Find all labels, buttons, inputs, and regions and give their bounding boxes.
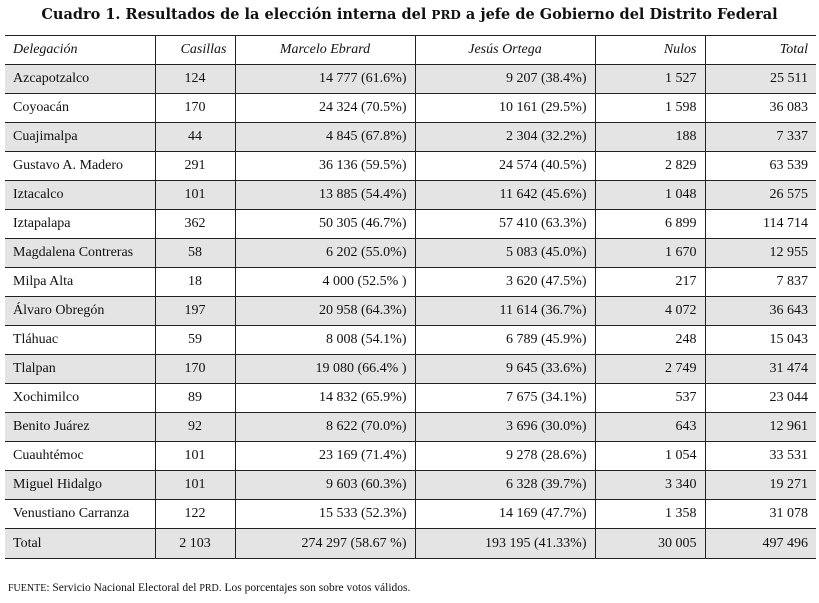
cell-ortega: 14 169 (47.7%): [415, 500, 595, 529]
cell-total: 31 474: [705, 355, 816, 384]
table-row: [5, 239, 816, 268]
cell-total: 7 337: [705, 123, 816, 152]
table-row: [5, 181, 816, 210]
cell-delegacion: Xochimilco: [5, 384, 155, 413]
cell-delegacion: Venustiano Carranza: [5, 500, 155, 529]
cell-ebrard: 9 603 (60.3%): [235, 471, 415, 500]
caption-party: PRD: [431, 8, 461, 22]
cell-nulos: 3 340: [595, 471, 705, 500]
cell-total: 114 714: [705, 210, 816, 239]
cell-ebrard: 23 169 (71.4%): [235, 442, 415, 471]
cell-total: 36 643: [705, 297, 816, 326]
total-ortega: 193 195 (41.33%): [415, 529, 595, 559]
cell-nulos: 1 670: [595, 239, 705, 268]
table-row: [5, 152, 816, 181]
cell-delegacion: Benito Juárez: [5, 413, 155, 442]
cell-ortega: 2 304 (32.2%): [415, 123, 595, 152]
cell-ebrard: 24 324 (70.5%): [235, 94, 415, 123]
cell-total: 12 955: [705, 239, 816, 268]
cell-casillas: 58: [155, 239, 235, 268]
cell-nulos: 217: [595, 268, 705, 297]
footnote-rest: . Los porcentajes son sobre votos válidos.: [218, 582, 411, 594]
cell-ortega: 9 645 (33.6%): [415, 355, 595, 384]
cell-ebrard: 4 000 (52.5% ): [235, 268, 415, 297]
cell-casillas: 92: [155, 413, 235, 442]
cell-ortega: 11 614 (36.7%): [415, 297, 595, 326]
cell-casillas: 197: [155, 297, 235, 326]
header-delegacion: Delegación: [5, 36, 155, 65]
results-table: [5, 35, 816, 559]
header-casillas: Casillas: [155, 36, 235, 65]
cell-nulos: 248: [595, 326, 705, 355]
cell-ebrard: 14 777 (61.6%): [235, 65, 415, 94]
total-nulos: 30 005: [595, 529, 705, 559]
table-row: [5, 268, 816, 297]
cell-delegacion: Iztacalco: [5, 181, 155, 210]
cell-ebrard: 4 845 (67.8%): [235, 123, 415, 152]
table-row: [5, 94, 816, 123]
cell-ortega: 7 675 (34.1%): [415, 384, 595, 413]
cell-casillas: 122: [155, 500, 235, 529]
cell-delegacion: Gustavo A. Madero: [5, 152, 155, 181]
cell-total: 15 043: [705, 326, 816, 355]
cell-nulos: 1 358: [595, 500, 705, 529]
cell-ebrard: 36 136 (59.5%): [235, 152, 415, 181]
total-row: [5, 529, 816, 559]
cell-total: 12 961: [705, 413, 816, 442]
cell-total: 25 511: [705, 65, 816, 94]
table-row: [5, 442, 816, 471]
cell-ebrard: 8 622 (70.0%): [235, 413, 415, 442]
table-row: [5, 355, 816, 384]
cell-nulos: 537: [595, 384, 705, 413]
cell-nulos: 1 598: [595, 94, 705, 123]
cell-ortega: 9 278 (28.6%): [415, 442, 595, 471]
table-body: [5, 65, 816, 529]
cell-total: 36 083: [705, 94, 816, 123]
cell-ebrard: 13 885 (54.4%): [235, 181, 415, 210]
cell-delegacion: Tláhuac: [5, 326, 155, 355]
cell-casillas: 59: [155, 326, 235, 355]
cell-casillas: 89: [155, 384, 235, 413]
table-row: [5, 65, 816, 94]
table-row: [5, 384, 816, 413]
cell-casillas: 44: [155, 123, 235, 152]
cell-casillas: 291: [155, 152, 235, 181]
header-ortega: Jesús Ortega: [415, 36, 595, 65]
table-row: [5, 413, 816, 442]
cell-ortega: 10 161 (29.5%): [415, 94, 595, 123]
table-row: [5, 123, 816, 152]
table-row: [5, 297, 816, 326]
cell-delegacion: Miguel Hidalgo: [5, 471, 155, 500]
cell-ortega: 3 696 (30.0%): [415, 413, 595, 442]
cell-total: 7 837: [705, 268, 816, 297]
total-total: 497 496: [705, 529, 816, 559]
source-footnote: [8, 582, 410, 594]
table-row: [5, 471, 816, 500]
cell-ortega: 5 083 (45.0%): [415, 239, 595, 268]
table-row: [5, 326, 816, 355]
footnote-label: FUENTE: [8, 583, 47, 594]
cell-ortega: 24 574 (40.5%): [415, 152, 595, 181]
cell-ortega: 6 789 (45.9%): [415, 326, 595, 355]
cell-casillas: 124: [155, 65, 235, 94]
header-nulos: Nulos: [595, 36, 705, 65]
total-casillas: 2 103: [155, 529, 235, 559]
cell-total: 33 531: [705, 442, 816, 471]
cell-delegacion: Azcapotzalco: [5, 65, 155, 94]
cell-casillas: 101: [155, 471, 235, 500]
cell-total: 26 575: [705, 181, 816, 210]
cell-delegacion: Iztapalapa: [5, 210, 155, 239]
cell-total: 19 271: [705, 471, 816, 500]
cell-nulos: 2 829: [595, 152, 705, 181]
cell-total: 23 044: [705, 384, 816, 413]
cell-nulos: 1 054: [595, 442, 705, 471]
footnote-party: PRD: [199, 583, 219, 594]
cell-ebrard: 19 080 (66.4% ): [235, 355, 415, 384]
cell-nulos: 643: [595, 413, 705, 442]
header-total: Total: [705, 36, 816, 65]
cell-ebrard: 8 008 (54.1%): [235, 326, 415, 355]
cell-ebrard: 15 533 (52.3%): [235, 500, 415, 529]
cell-delegacion: Cuajimalpa: [5, 123, 155, 152]
table-row: [5, 210, 816, 239]
cell-casillas: 170: [155, 355, 235, 384]
cell-ortega: 6 328 (39.7%): [415, 471, 595, 500]
header-ebrard: Marcelo Ebrard: [235, 36, 415, 65]
header-row: [5, 36, 816, 65]
cell-delegacion: Coyoacán: [5, 94, 155, 123]
cell-nulos: 4 072: [595, 297, 705, 326]
cell-casillas: 18: [155, 268, 235, 297]
cell-casillas: 101: [155, 181, 235, 210]
table-row: [5, 500, 816, 529]
total-label: Total: [5, 529, 155, 559]
caption-prefix: Cuadro 1. Resultados de la elección interna del: [41, 6, 427, 23]
footnote-text: : Servicio Nacional Electoral del: [46, 582, 197, 594]
cell-nulos: 1 048: [595, 181, 705, 210]
cell-delegacion: Milpa Alta: [5, 268, 155, 297]
cell-casillas: 170: [155, 94, 235, 123]
total-ebrard: 274 297 (58.67 %): [235, 529, 415, 559]
cell-delegacion: Tlalpan: [5, 355, 155, 384]
cell-nulos: 6 899: [595, 210, 705, 239]
cell-total: 63 539: [705, 152, 816, 181]
cell-nulos: 188: [595, 123, 705, 152]
table-caption: [0, 6, 819, 23]
cell-delegacion: Álvaro Obregón: [5, 297, 155, 326]
cell-delegacion: Magdalena Contreras: [5, 239, 155, 268]
cell-ortega: 11 642 (45.6%): [415, 181, 595, 210]
cell-ebrard: 50 305 (46.7%): [235, 210, 415, 239]
cell-ebrard: 20 958 (64.3%): [235, 297, 415, 326]
cell-nulos: 1 527: [595, 65, 705, 94]
cell-delegacion: Cuauhtémoc: [5, 442, 155, 471]
cell-casillas: 101: [155, 442, 235, 471]
cell-ortega: 9 207 (38.4%): [415, 65, 595, 94]
cell-casillas: 362: [155, 210, 235, 239]
cell-ebrard: 6 202 (55.0%): [235, 239, 415, 268]
cell-total: 31 078: [705, 500, 816, 529]
cell-ortega: 3 620 (47.5%): [415, 268, 595, 297]
cell-ortega: 57 410 (63.3%): [415, 210, 595, 239]
cell-ebrard: 14 832 (65.9%): [235, 384, 415, 413]
caption-suffix: a jefe de Gobierno del Distrito Federal: [465, 6, 778, 23]
cell-nulos: 2 749: [595, 355, 705, 384]
